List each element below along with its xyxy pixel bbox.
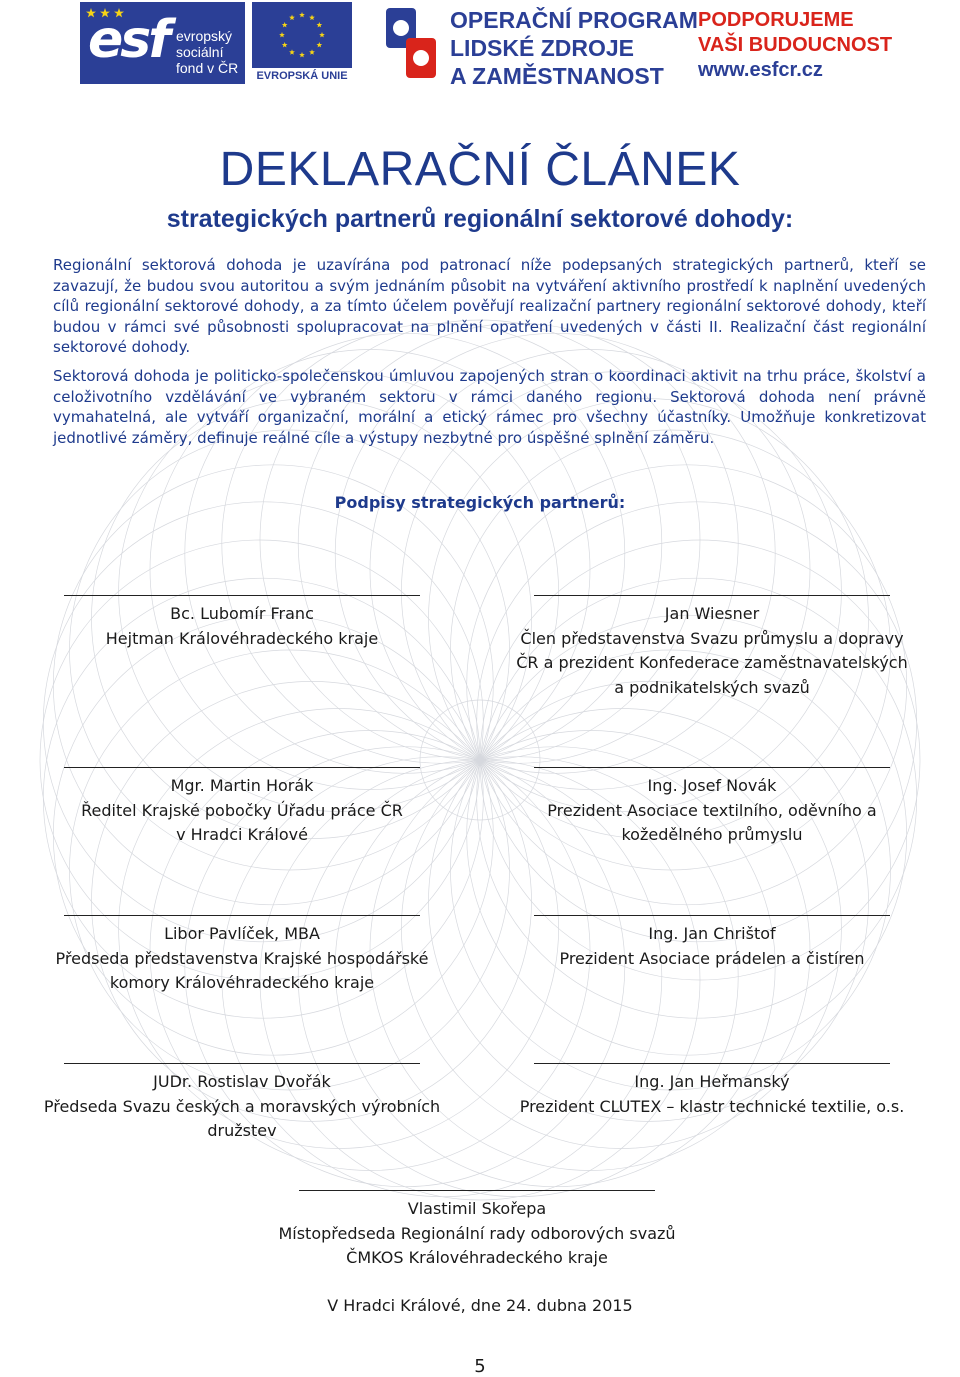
document-title: DEKLARAČNÍ ČLÁNEK: [219, 143, 741, 196]
signatory-name: Vlastimil Skořepa: [407, 1199, 547, 1218]
signatory-name: Ing. Jan Heřmanský: [634, 1072, 790, 1091]
signature-line: [534, 595, 890, 596]
signature-line: [64, 767, 420, 768]
signatory-role: a podnikatelských svazů: [614, 677, 810, 697]
signatory-name: Ing. Josef Novák: [647, 776, 777, 795]
op-text-line: A ZAMĚSTNANOST: [450, 63, 664, 89]
eu-caption: EVROPSKÁ UNIE: [256, 70, 348, 82]
eu-stars-icon: [252, 2, 352, 68]
signature-block: [22, 1063, 462, 1144]
signatory-name: JUDr. Rostislav Dvořák: [153, 1072, 331, 1091]
signature-line: [64, 915, 420, 916]
signatory-role: Ředitel Krajské pobočky Úřadu práce ČR: [81, 800, 403, 820]
signatory-role: Místopředseda Regionální rady odborových svazů: [278, 1223, 676, 1243]
signatory-role: Hejtman Královéhradeckého kraje: [105, 628, 379, 648]
signatory-name: Libor Pavlíček, MBA: [164, 924, 320, 943]
signature-block: [492, 595, 932, 700]
signatory-role: komory Královéhradeckého kraje: [109, 973, 375, 992]
signature-line: [534, 1063, 890, 1064]
document-subtitle: strategických partnerů regionální sektorové dohody:: [166, 205, 794, 233]
op-text-line: LIDSKÉ ZDROJE: [450, 35, 635, 61]
signature-block: [492, 767, 932, 848]
slogan-line: VAŠI BUDOUCNOST: [698, 34, 893, 56]
signature-line: [299, 1190, 655, 1191]
signature-block: [492, 915, 932, 971]
signatory-role: Prezident Asociace prádelen a čistíren: [559, 948, 865, 968]
signatory-name: Bc. Lubomír Franc: [170, 604, 314, 623]
slogan-logo: [698, 8, 892, 83]
op-program-text: [450, 6, 698, 90]
op-text-line: OPERAČNÍ PROGRAM: [450, 7, 698, 33]
signatory-name: Jan Wiesner: [664, 604, 760, 623]
signature-block: [22, 767, 462, 848]
signatory-role: Člen představenstva Svazu průmyslu a dopravy: [520, 628, 904, 648]
paragraph-intro: Regionální sektorová dohoda je uzavírána pod patronací níže podepsaných strategických partnerů, kteří se zavazují, že budou svou autoritou a svým jednáním působit na vytváření aktivního prostředí k naplnění uvedených cílů regionální sektorové dohody, a za tímto účelem pověřují realizační partnery regionální sektorové dohody, kteří budou v rámci své působnosti spolupracovat na plnění opatření uvedených v části II. Realizační část regionální sektorové dohody.: [53, 256, 926, 356]
signature-line: [64, 1063, 420, 1064]
signatory-role: Předseda představenstva Krajské hospodářské: [55, 948, 429, 968]
signatory-role: Prezident CLUTEX – klastr technické textilie, o.s.: [519, 1096, 905, 1116]
paragraph-sector-agreement: Sektorová dohoda je politicko-společenskou úmluvou zapojených stran o koordinaci aktivit na trhu práce, školství a celoživotního vzdělávání ve vybraném sektoru v rámci daného regionu. Sektorová dohoda není právně vymahatelná, ale vytváří organizační, morální a etický rámec pro všechny účastníky. Umožňuje konkretizovat jednotlivé záměry, definuje reálné cíle a výstupy nezbytné pro úspěšné splnění záměru.: [53, 367, 926, 447]
esf-url: www.esfcr.cz: [698, 59, 823, 81]
signature-line: [534, 915, 890, 916]
signature-block: [492, 1063, 932, 1119]
signatory-role: Prezident Asociace textilního, oděvního a: [547, 800, 877, 820]
signatory-role: družstev: [207, 1121, 277, 1140]
signatory-role: ČMKOS Královéhradeckého kraje: [346, 1248, 608, 1267]
eu-flag-logo: [252, 2, 352, 68]
signature-block: [22, 915, 462, 996]
op-logo-icon: [384, 4, 440, 86]
signatory-role: Předseda Svazu českých a moravských výrobních: [43, 1096, 441, 1116]
esf-logo-letters: esf: [88, 10, 168, 70]
header-logos: [0, 0, 960, 95]
signature-block: [257, 1190, 697, 1271]
page-number: 5: [474, 1356, 486, 1377]
signatures-heading: Podpisy strategických partnerů:: [334, 493, 626, 512]
signatory-role: kožedělného průmyslu: [621, 825, 803, 844]
signatory-role: ČR a prezident Konfederace zaměstnavatelských: [516, 653, 908, 672]
esf-text-line: sociální: [176, 44, 224, 60]
signatory-name: Mgr. Martin Horák: [170, 776, 314, 795]
esf-text-line: evropský: [176, 28, 233, 44]
esf-logo-text: [176, 28, 238, 76]
esf-text-line: fond v ČR: [176, 60, 239, 76]
esf-logo: [80, 2, 245, 84]
slogan-line: PODPORUJEME: [698, 9, 854, 31]
signatory-name: Ing. Jan Chrištof: [648, 924, 776, 943]
signature-line: [534, 767, 890, 768]
signatory-role: v Hradci Králové: [176, 825, 308, 844]
date-line: V Hradci Králové, dne 24. dubna 2015: [327, 1296, 633, 1315]
signature-line: [64, 595, 420, 596]
signature-block: [22, 595, 462, 651]
